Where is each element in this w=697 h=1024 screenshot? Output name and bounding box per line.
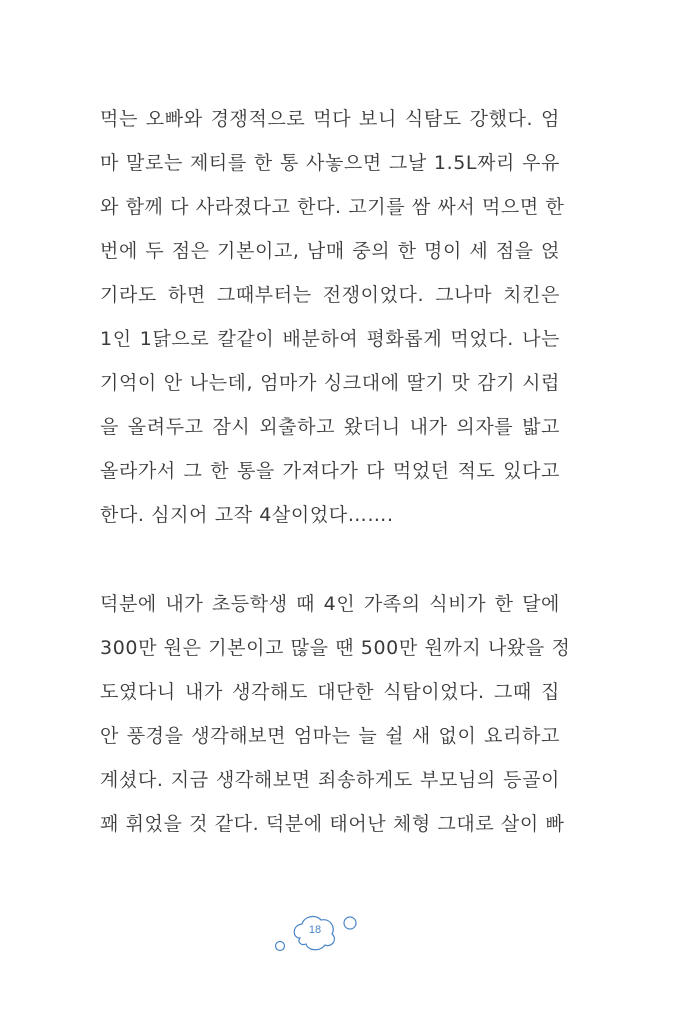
paragraph-line: 기라도 하면 그때부터는 전쟁이었다. 그나마 치킨은 bbox=[100, 284, 560, 306]
small-bubble-left-icon bbox=[276, 942, 285, 951]
paragraph-line: 올라가서 그 한 통을 가져다가 다 먹었던 적도 있다고 bbox=[100, 460, 560, 482]
paragraph-line: 기억이 안 나는데, 엄마가 싱크대에 딸기 맛 감기 시럽 bbox=[100, 372, 560, 394]
paragraph-1 bbox=[100, 97, 565, 537]
paragraph-line: 마 말로는 제티를 한 통 사놓으면 그날 1.5L짜리 우유 bbox=[100, 152, 560, 174]
paragraph-line: 꽤 휘었을 것 같다. 덕분에 태어난 체형 그대로 살이 빠 bbox=[100, 813, 565, 835]
paragraph-2 bbox=[100, 582, 571, 846]
paragraph-line: 번에 두 점은 기본이고, 남매 중의 한 명이 세 점을 얹 bbox=[100, 240, 560, 262]
paragraph-line: 덕분에 내가 초등학생 때 4인 가족의 식비가 한 달에 bbox=[100, 593, 560, 615]
paragraph-line: 먹는 오빠와 경쟁적으로 먹다 보니 식탐도 강했다. 엄 bbox=[100, 108, 560, 130]
small-bubble-right-icon bbox=[344, 917, 356, 929]
paragraph-line: 안 풍경을 생각해보면 엄마는 늘 쉴 새 없이 요리하고 bbox=[100, 725, 560, 747]
paragraph-line: 300만 원은 기본이고 많을 땐 500만 원까지 나왔을 정 bbox=[100, 637, 571, 659]
paragraph-line: 계셨다. 지금 생각해보면 죄송하게도 부모님의 등골이 bbox=[100, 769, 560, 791]
paragraph-line: 와 함께 다 사라졌다고 한다. 고기를 쌈 싸서 먹으면 한 bbox=[100, 196, 565, 218]
paragraph-line: 을 올려두고 잠시 외출하고 왔더니 내가 의자를 밟고 bbox=[100, 416, 560, 438]
paragraph-line: 1인 1닭으로 칼같이 배분하여 평화롭게 먹었다. 나는 bbox=[100, 328, 560, 350]
paragraph-line: 한다. 심지어 고작 4살이었다……. bbox=[100, 504, 394, 526]
paragraph-line: 도였다니 내가 생각해도 대단한 식탐이었다. 그때 집 bbox=[100, 681, 560, 703]
page-number: 18 bbox=[308, 924, 322, 936]
